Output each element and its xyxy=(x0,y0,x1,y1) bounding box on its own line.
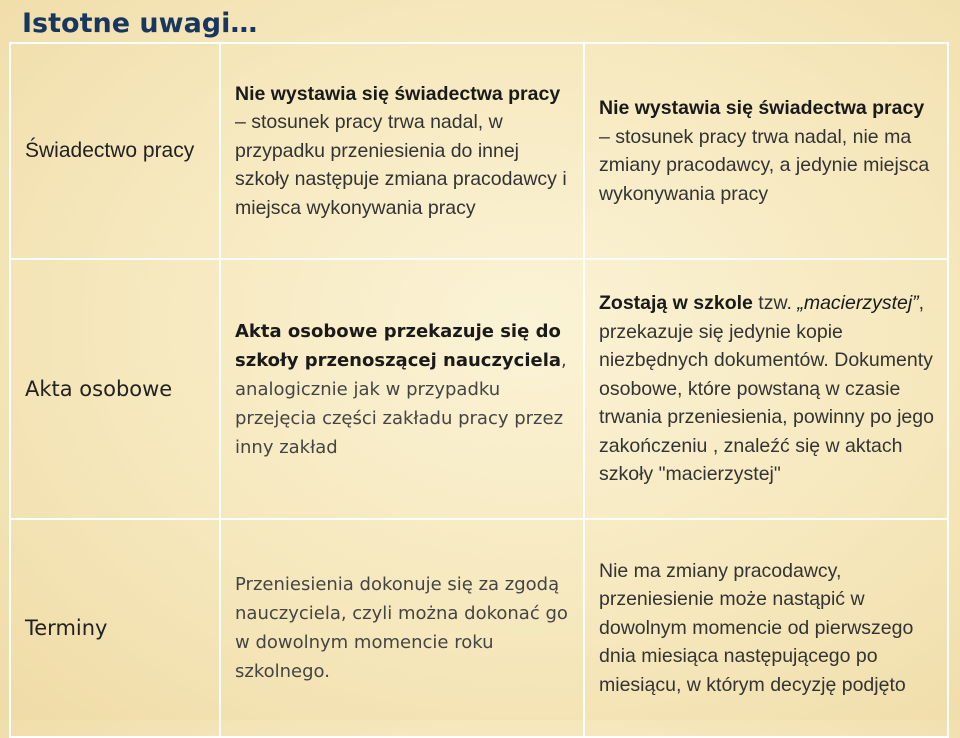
table-row xyxy=(10,259,948,519)
cell-text: , analogicznie jak w przypadku przejęcia części zakładu pracy przez inny zakład xyxy=(235,349,567,458)
cell-terminy-przeniesienie: Przeniesienia dokonuje się za zgodą nauczyciela, czyli można dokonać go w dowolnym momencie roku szkolnego. xyxy=(220,519,584,737)
cell-swiadectwo-przeniesienie xyxy=(220,43,584,259)
cell-swiadectwo-zmiana-miejsca xyxy=(584,43,948,259)
cell-bold-text: Akta osobowe przekazuje się do szkoły przenoszącej nauczyciela xyxy=(235,320,562,371)
row-label-akta: Akta osobowe xyxy=(10,259,220,519)
cell-text: , przekazuje się jedynie kopie niezbędnych dokumentów. Dokumenty osobowe, które powstaną w czasie trwania przeniesienia, powinny po jego zakończeniu , znaleźć się w aktach szkoły "macierzystej" xyxy=(599,292,934,486)
table-row xyxy=(10,519,948,737)
cell-italic-text: „macierzystej” xyxy=(797,292,919,315)
table-row xyxy=(10,43,948,259)
slide-title: Istotne uwagi… xyxy=(22,8,258,39)
cell-text: – stosunek pracy trwa nadal, nie ma zmiany pracodawcy, a jedynie miejsca wykonywania pracy xyxy=(599,125,930,205)
cell-text: – stosunek pracy trwa nadal, w przypadku przeniesienia do innej szkoły następuje zmiana pracodawcy i miejsca wykonywania pracy xyxy=(235,111,567,219)
cell-bold-text: Nie wystawia się świadectwa pracy xyxy=(235,82,561,105)
cell-akta-przeniesienie xyxy=(220,259,584,519)
row-label-swiadectwo: Świadectwo pracy xyxy=(10,43,220,259)
cell-bold-text: Zostają w szkole xyxy=(599,292,753,315)
cell-bold-text: Nie wystawia się świadectwa pracy xyxy=(599,97,925,119)
cell-text: tzw. xyxy=(752,292,798,315)
cell-terminy-zmiana-miejsca: Nie ma zmiany pracodawcy, przeniesienie może nastąpić w dowolnym momencie od pierwszego dnia miesiąca następującego po miesiącu, w którym decyzję podjęto xyxy=(584,519,948,737)
comparison-table xyxy=(9,42,949,738)
cell-akta-zmiana-miejsca xyxy=(584,259,948,519)
row-label-terminy: Terminy xyxy=(10,519,220,737)
